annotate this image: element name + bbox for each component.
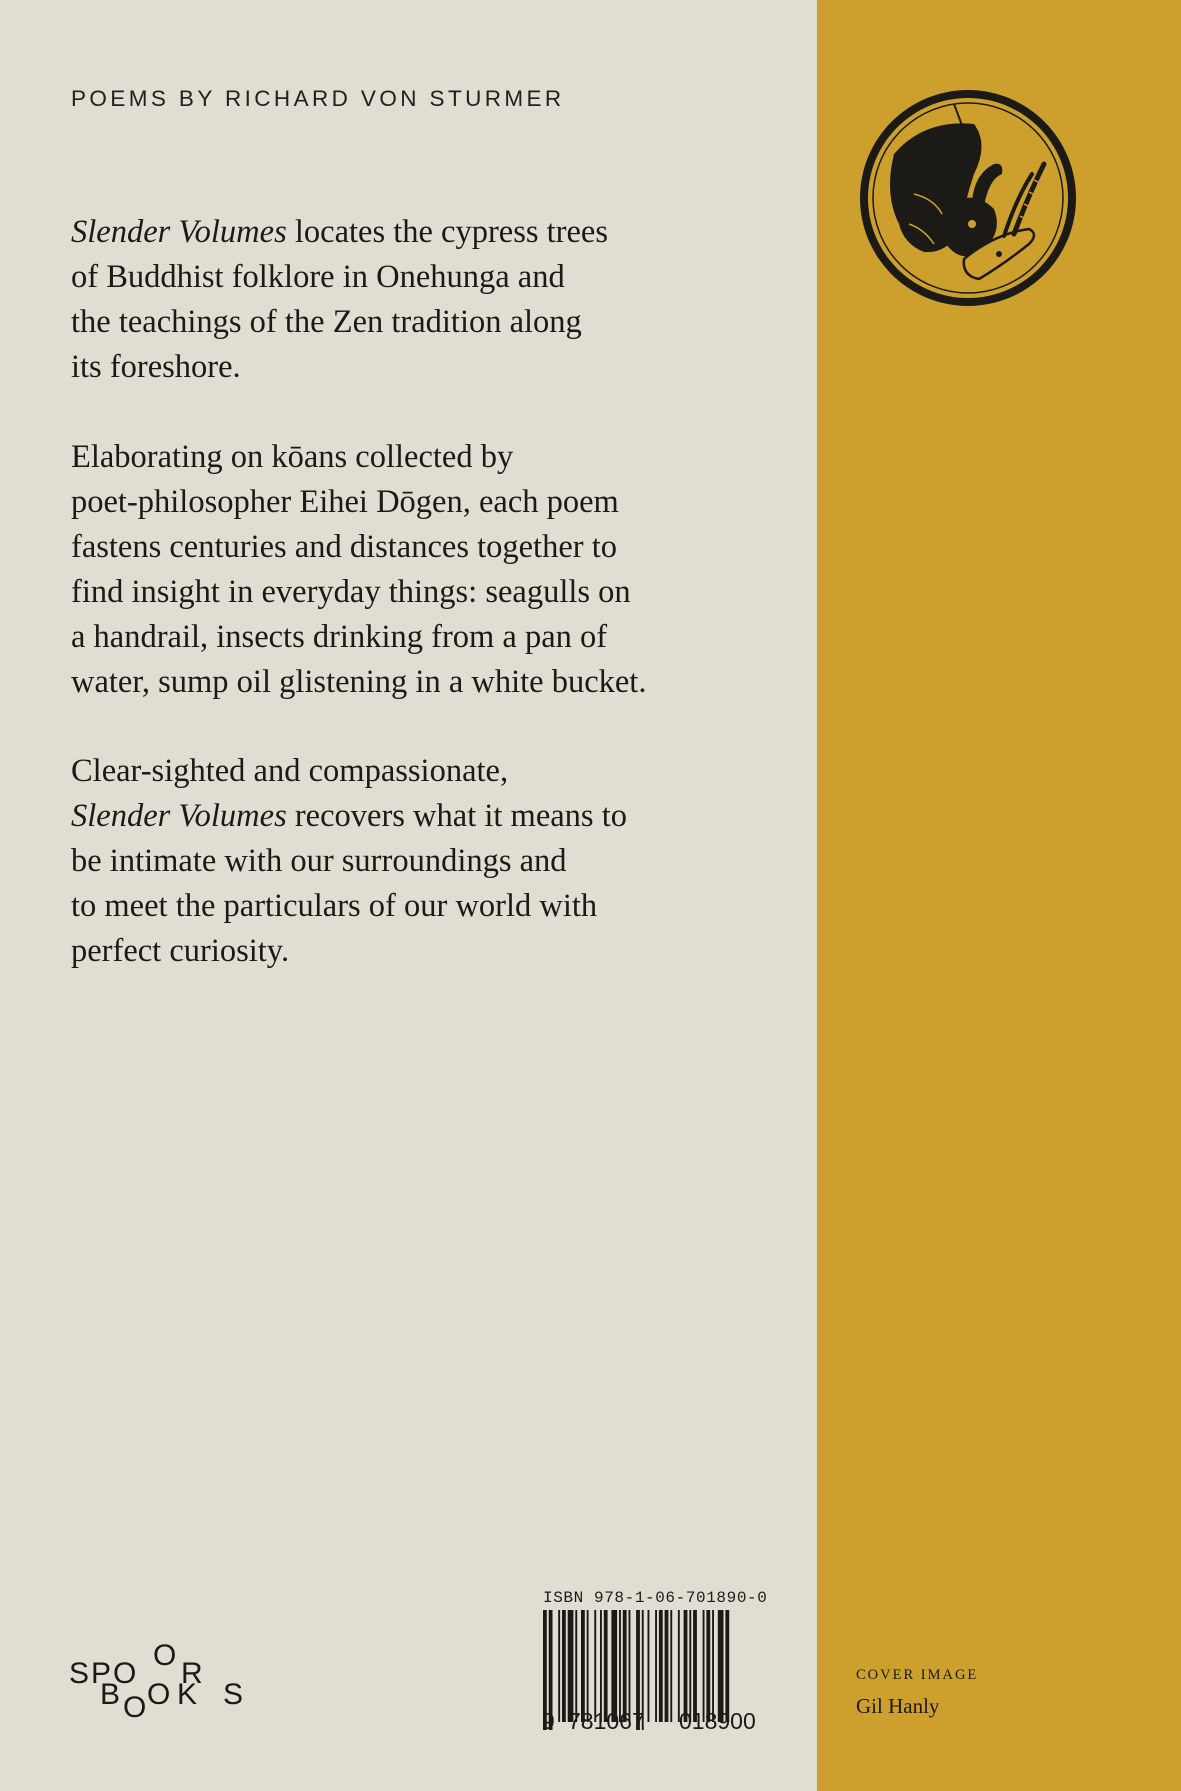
cover-credit-name: Gil Hanly — [856, 1694, 940, 1718]
barcode-bar — [587, 1610, 589, 1722]
blurb-paragraph-1 — [71, 210, 608, 390]
book-title-italic: Slender Volumes — [71, 798, 287, 834]
blurb-line — [71, 210, 608, 255]
barcode-bar — [648, 1610, 650, 1722]
barcode-bar — [712, 1610, 714, 1722]
blurb-line: perfect curiosity. — [71, 933, 290, 969]
logo-letter: B — [100, 1678, 121, 1711]
barcode-bar — [581, 1610, 585, 1722]
logo-letter: O — [147, 1678, 171, 1711]
blurb-line — [71, 794, 627, 839]
blurb-line: water, sump oil glistening in a white bucket. — [71, 664, 647, 700]
barcode-bar — [689, 1610, 691, 1722]
barcode-bar — [718, 1610, 724, 1722]
book-title-italic: Slender Volumes — [71, 214, 287, 250]
isbn-label: ISBN 978-1-06-701890-0 — [543, 1589, 768, 1607]
blurb-line: a handrail, insects drinking from a pan of — [71, 619, 608, 655]
publisher-logo — [69, 1637, 259, 1724]
blurb-line: be intimate with our surroundings and — [71, 843, 567, 879]
blurb-line: poet-philosopher Eihei Dōgen, each poem — [71, 484, 619, 520]
barcode-bar — [693, 1610, 697, 1722]
blurb-line: of Buddhist folklore in Onehunga and — [71, 259, 565, 295]
logo-letter: K — [177, 1678, 198, 1711]
logo-letter: S — [69, 1657, 90, 1690]
barcode-bar — [611, 1610, 617, 1722]
cover-credit-label: COVER IMAGE — [856, 1667, 979, 1683]
barcode-bar — [684, 1610, 688, 1722]
blurb-paragraph-3 — [71, 749, 627, 974]
barcode-bar — [703, 1610, 705, 1722]
logo-letter: O — [123, 1691, 147, 1724]
barcode-digit-first: 9 — [542, 1708, 555, 1734]
barcode-bar — [575, 1610, 577, 1722]
barcode-bar — [659, 1610, 663, 1722]
author-line: POEMS BY RICHARD VON STURMER — [71, 86, 565, 111]
barcode-bar — [655, 1610, 657, 1722]
barcode-bar — [706, 1610, 710, 1722]
barcode-bar — [678, 1610, 680, 1722]
logo-letter: S — [223, 1678, 244, 1711]
blurb-line: the teachings of the Zen tradition along — [71, 304, 582, 340]
blurb-line: Clear-sighted and compassionate, — [71, 753, 509, 789]
barcode-bar — [600, 1610, 602, 1722]
barcode-bar — [568, 1610, 574, 1722]
blurb-line: find insight in everyday things: seagulls on — [71, 574, 631, 610]
barcode-bar — [623, 1610, 627, 1722]
barcode-bar — [562, 1610, 566, 1722]
barcode-bar — [558, 1610, 560, 1722]
barcode-digits-group-2: 018900 — [679, 1708, 756, 1734]
logo-letter: O — [113, 1657, 137, 1690]
blurb-line: fastens centuries and distances together to — [71, 529, 617, 565]
blurb-text: recovers what it means to — [286, 798, 627, 834]
barcode-bar — [619, 1610, 621, 1722]
barcode-bar — [604, 1610, 608, 1722]
logo-letter: R — [181, 1657, 203, 1690]
barcode-digits-group-1: 781067 — [568, 1708, 645, 1734]
barcode-bar — [665, 1610, 669, 1722]
barcode-bar — [594, 1610, 596, 1722]
blurb-paragraph-2 — [71, 435, 646, 705]
blurb-text: locates the cypress trees — [286, 214, 608, 250]
barcode-bar — [670, 1610, 672, 1722]
blurb-line: Elaborating on kōans collected by — [71, 439, 514, 475]
bull-and-antelope-emblem-icon — [854, 84, 1082, 312]
barcode-bar — [629, 1610, 631, 1722]
logo-letter: P — [91, 1657, 112, 1690]
barcode-bar — [725, 1610, 729, 1722]
logo-letter: O — [153, 1639, 177, 1672]
blurb-line: its foreshore. — [71, 349, 241, 385]
blurb-line: to meet the particulars of our world with — [71, 888, 598, 924]
